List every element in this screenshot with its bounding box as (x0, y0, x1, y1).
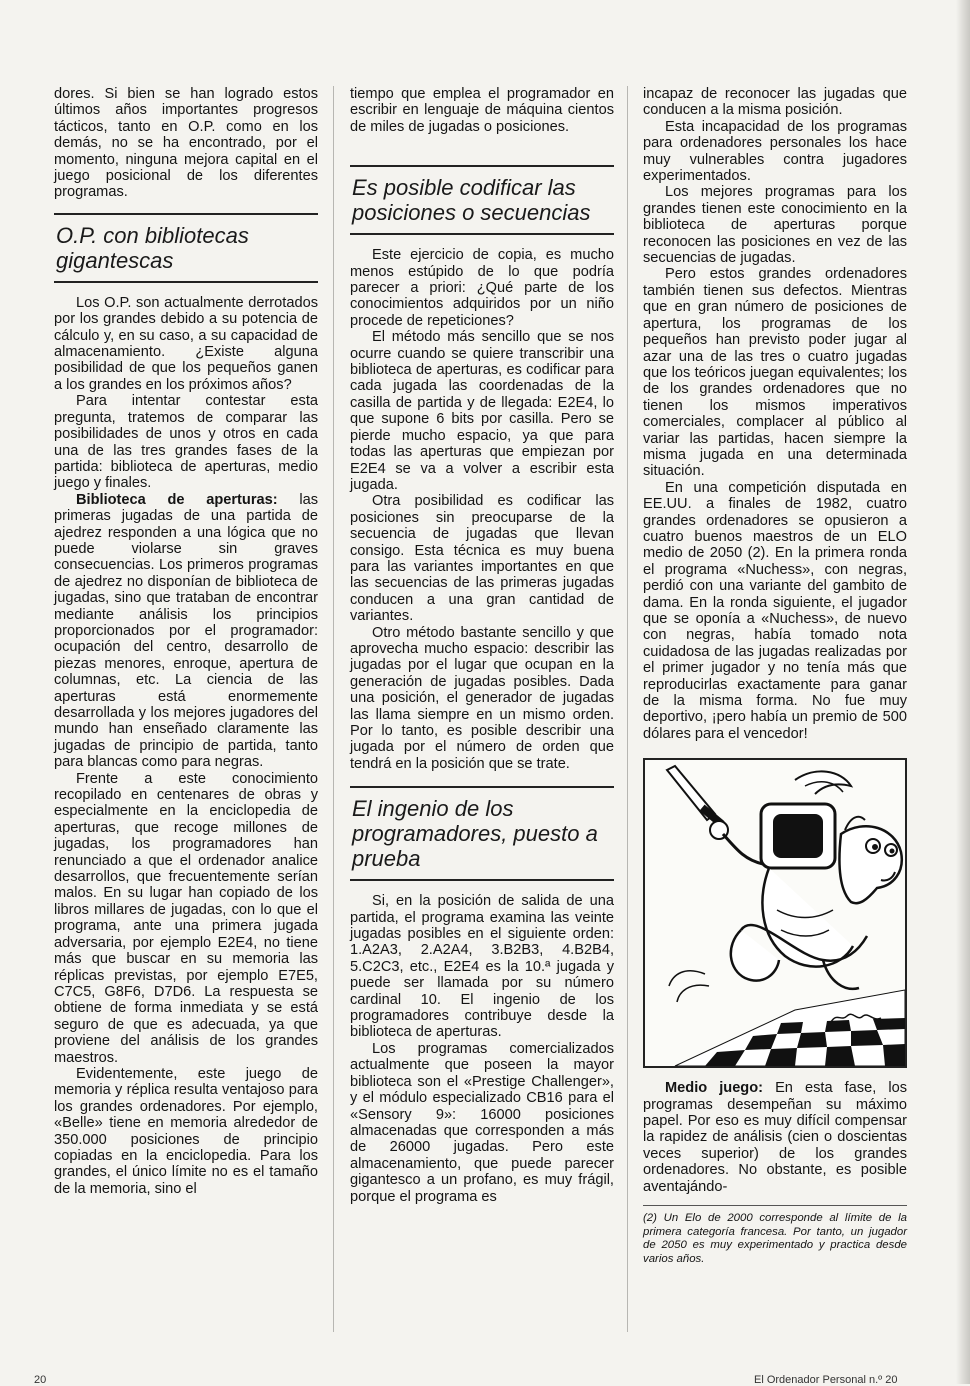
knight-cartoon-illustration (643, 758, 907, 1068)
paragraph: Los programas comercializados actualmente que poseen la mayor biblioteca son el «Prestige Challenger», y el módulo especializado CB16 para el «Sensory 9»: 16000 posiciones almacenadas que corresponden a más de 26000 jugadas. Pero este almacenamiento, que puede parecer gigantesco a un profano, es muy frágil, porque el programa es (350, 1040, 614, 1205)
paragraph: dores. Si bien se han logrado estos últimos años importantes progresos tácticos, tanto en O.P. como en los demás, no se ha encontrado, por el momento, ninguna mejora capital en el juego posicional de los diferentes programas. (54, 86, 318, 201)
section-heading: Es posible codificar las posiciones o secuencias (350, 165, 614, 235)
page-edge-shadow (956, 0, 970, 1384)
article-column-1 (54, 86, 318, 1197)
paragraph: Otra posibilidad es codificar las posiciones sin preocuparse de la secuencia de jugadas que llevan consigo. Esta técnica es muy buena para las variantes importantes en que las secuencias de las primeras jugadas conducen a una gran cantidad de variantes. (350, 493, 614, 625)
paragraph: Frente a este conocimiento recopilado en centenares de obras y especialmente en la enciclopedia de aperturas, que recoge millones de jugadas, los programadores han renunciado a que el ordenador analice desarrollos, que frecuentemente serían malos. En su lugar han copiado de los libros millares de jugadas, con lo que el programa, ante una primera jugada adversaria, por ejemplo E2E4, no tiene más que buscar en su memoria las réplicas previstas, por ejemplo E7E5, C7C5, G8F6, D7D6. La respuesta se obtiene de forma inmediata y se está seguro de que es adecuada, ya que proviene del análisis de los grandes maestros. (54, 770, 318, 1066)
article-column-3 (643, 86, 907, 1266)
paragraph: Evidentemente, este juego de memoria y réplica resulta ventajoso para los grandes ordenadores. Por ejemplo, «Belle» tiene en memoria alrededor de 350.000 posiciones de principio copiadas en la enciclopedia. Para los grandes, el único límite no es el tamaño de la memoria, sino el (54, 1065, 318, 1197)
column-divider (627, 86, 628, 1332)
knight-cartoon-drawing (645, 760, 905, 1066)
paragraph: Si, en la posición de salida de una partida, el programa examina las veinte jugadas posibles en el siguiente orden: 1.A2A3, 2.A2A4, 3.B2B3, 4.B2B4, 5.C2C3, etc., E2E4 es la 10.ª jugada y puede ser llamada por su número cardinal 10. El ingenio de los programadores contribuye desde la biblioteca de aperturas. (350, 893, 614, 1041)
paragraph: incapaz de reconocer las jugadas que conducen a la misma posición. (643, 86, 907, 119)
paragraph (54, 492, 318, 771)
page-number: 20 (34, 1374, 47, 1386)
paragraph: Este ejercicio de copia, es mucho menos estúpido de lo que podría parecer a priori: ¿Qué parte de los conocimientos adquiridos por un niño procede de repeticiones? (350, 247, 614, 329)
plume-icon (795, 772, 851, 795)
paragraph: En una competición disputada en EE.UU. a finales de 1982, cuatro grandes ordenadores se opusieron a cuatro buenos maestros de un ELO medio de 2050 (2). En la primera ronda el programa «Nuchess», con negras, perdió con una variante del gambito de dama. En la ronda siguiente, el jugador que se oponía a «Nuchess», de nuevo con negras, había tomado nota cuidadosa de las jugadas realizadas por el primer jugador y no tenía más que reproducirlas exactamente para ganar de la misma forma. No fue muy deportivo, ¡pero había un premio de 500 dólares para el vencedor! (643, 479, 907, 742)
paragraph: tiempo que emplea el programador en escribir en lenguaje de máquina cientos de miles de jugadas o posiciones. (350, 86, 614, 135)
run-in-heading: Biblioteca de aperturas: (76, 491, 278, 508)
computer-knight-icon (761, 804, 853, 967)
paragraph: Otro método bastante sencillo y que aprovecha mucho espacio: describir las jugadas por el lugar que ocupan en la generación de jugadas posibles. Dada una posición, el generador de jugadas las llama siempre en un mismo orden. Por lo tanto, es posible describir una jugada por el número de orden que tendrá en la posición que se trate. (350, 624, 614, 772)
paragraph (643, 1080, 907, 1195)
paragraph: Los O.P. son actualmente derrotados por los grandes debido a su potencia de cálculo y, en su caso, a su capacidad de almacenamiento. ¿Existe alguna posibilidad de que los pequeños ganen a los grandes en los próximos años? (54, 294, 318, 393)
column-divider (333, 86, 334, 1332)
article-column-2 (350, 86, 614, 1205)
paragraph-text: En esta fase, los programas desempeñan su máximo papel. Por eso es muy difícil compensar la rapidez de análisis (cien o doscientas veces superior) de los grandes ordenadores. No obstante, es posible aventajándo- (643, 1080, 907, 1195)
run-in-heading: Medio juego: (665, 1080, 763, 1097)
section-heading: O.P. con bibliotecas gigantescas (54, 213, 318, 283)
paragraph: Los mejores programas para los grandes tienen este conocimiento en la biblioteca de aperturas porque reconocen las posiciones en vez de las secuencias de jugadas. (643, 184, 907, 267)
paragraph-text: las primeras jugadas de una partida de ajedrez responden a una lógica que no puede violarse sin graves consecuencias. Los primeros programas de ajedrez no disponían de biblioteca de jugadas, sino que trataban de encontrar mediante análisis los principios proporcionados por el programador: ocupación del centro, desarrollo de piezas menores, enroque, apertura de columnas, etc. La ciencia de las aperturas está enormemente desarrollada y los mejores jugadores del mundo han enseñado claramente las jugadas de principio de partida, tanto para blancas como para negras. (54, 491, 318, 771)
section-heading: El ingenio de los programadores, puesto a prueba (350, 786, 614, 881)
sword-icon (667, 766, 728, 839)
checkerboard-floor-icon (675, 990, 905, 1066)
running-footer: El Ordenador Personal n.º 20 (754, 1374, 898, 1386)
paragraph: El método más sencillo que se nos ocurre cuando se quiere transcribir una biblioteca de aperturas, es codificar para cada jugada las coordenadas de la casilla de partida y de llegada: E2E4, lo que supone 6 bits por casilla. Pero se pierde mucho espacio, ya que para todas las aperturas que empiezan por E2E4 se va a volver a escribir esta jugada. (350, 329, 614, 493)
footnote: (2) Un Elo de 2000 corresponde al límite de la primera categoría francesa. Por tanto, un jugador de 2050 es muy experimentado y practica desde varios años. (643, 1205, 907, 1266)
paragraph: Pero estos grandes ordenadores también tienen sus defectos. Mientras que en gran número de posiciones de apertura, los programas de los pequeños han previsto poder jugar al azar una de las tres o cuatro jugadas que los teóricos juegan equivalentes; los de los grandes ordenadores que no tienen los mismos imperativos comerciales, complacer al público al variar las partidas, hacen siempre la misma jugada en una determinada situación. (643, 266, 907, 480)
paragraph: Esta incapacidad de los programas para ordenadores personales los hace muy vulnerables contra jugadores experimentados. (643, 118, 907, 185)
paragraph: Para intentar contestar esta pregunta, tratemos de comparar las posibilidades de unos y otros en cada una de las tres grandes fases de la partida: biblioteca de aperturas, medio juego y finales. (54, 393, 318, 492)
horse-head-icon (839, 817, 901, 903)
